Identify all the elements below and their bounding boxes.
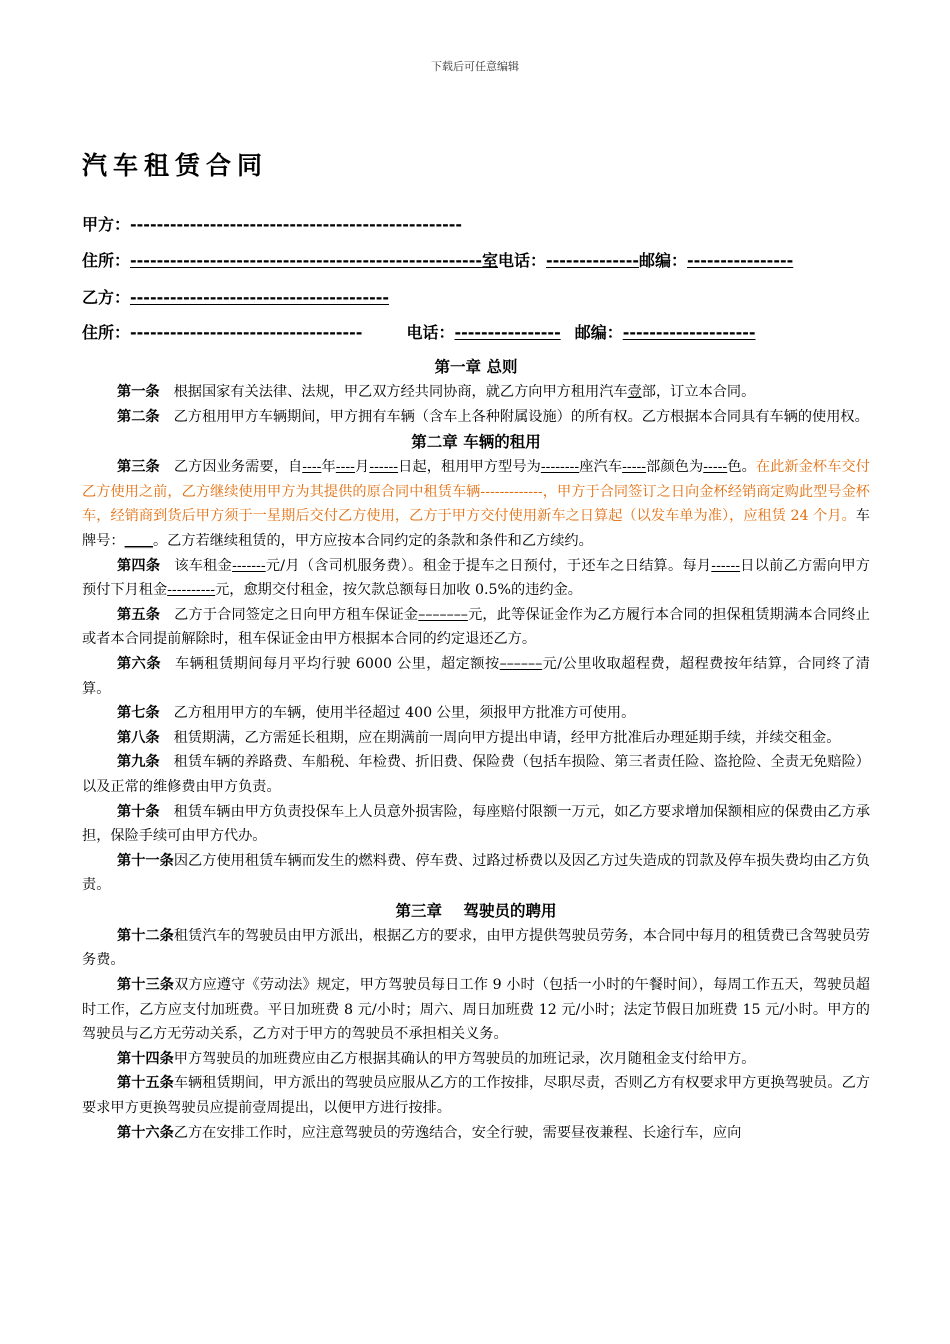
- article-blank: --------: [540, 459, 580, 476]
- article-label: 第四条: [117, 557, 161, 574]
- article-text: 租赁汽车的驾驶员由甲方派出，根据乙方的要求，由甲方提供驾驶员劳务，本合同中每月的租赁费已含驾驶员劳务费。: [82, 927, 870, 969]
- article-blank: ––––––: [499, 655, 543, 672]
- article-text: 月: [354, 459, 370, 476]
- article-blank: ----------: [167, 582, 216, 599]
- article-5: [82, 603, 870, 652]
- address-a-room: 室: [481, 251, 498, 270]
- article-text: 租赁车辆的养路费、车船税、年检费、折旧费、保险费（包括车损险、第三者责任险、盗抢险、全责无免赔险）以及正常的维修费由甲方负责。: [82, 754, 870, 795]
- article-text: 乙方在安排工作时，应注意驾驶员的劳逸结合，安全行驶，需要昼夜兼程、长途行车，应向: [173, 1124, 742, 1141]
- article-text: 元，愈期交付租金，按欠款总额每日加收 0.5%的违约金。: [215, 582, 582, 599]
- address-a-line: [82, 248, 793, 271]
- article-text: 租赁车辆由甲方负责投保车上人员意外损害险，每座赔付限额一万元，如乙方要求增加保额相应的保费由乙方承担，保险手续可由甲方代办。: [82, 803, 870, 845]
- article-text: 。乙方若继续租赁的，甲方应按本合同约定的条款和条件和乙方续约。: [152, 532, 593, 549]
- article-blank: –––––––: [418, 606, 468, 623]
- article-blank: 壹: [627, 384, 642, 400]
- article-8: [82, 726, 870, 751]
- article-text: 该车租金: [174, 557, 233, 574]
- article-blank: ------: [711, 557, 741, 574]
- article-text: 乙方因业务需要，自: [173, 459, 303, 476]
- zip-a-label: 邮编：: [638, 251, 687, 270]
- article-text: 车辆租赁期间每月平均行驶 6000 公里，超定额按: [174, 655, 500, 672]
- article-text: 日起，租用甲方型号为: [398, 459, 541, 476]
- phone-b-blank: ----------------: [454, 323, 561, 342]
- article-label: 第十三条: [117, 977, 175, 994]
- address-b-blank: -----------------------------------: [130, 323, 363, 342]
- article-label: 第十五条: [117, 1075, 174, 1092]
- article-6: [82, 652, 870, 701]
- address-b-label: 住所：: [82, 323, 131, 342]
- address-a-label: 住所：: [82, 251, 131, 270]
- article-text: 乙方租用甲方的车辆，使用半径超过 400 公里，须报甲方批准方可使用。: [173, 705, 636, 722]
- article-9: [82, 750, 870, 799]
- article-text: 根据国家有关法律、法规，甲乙双方经共同协商，就乙方向甲方租用汽车: [173, 384, 628, 400]
- article-blank: ------: [369, 459, 399, 476]
- phone-a-label: 电话：: [497, 251, 546, 270]
- article-3: [82, 455, 870, 553]
- article-blank: ----: [302, 459, 322, 476]
- article-text: 甲方驾驶员的加班费应由乙方根据其确认的甲方驾驶员的加班记录，次月随租金支付给甲方。: [173, 1050, 756, 1067]
- address-b-line: [82, 320, 756, 343]
- article-text: 元/公里收取超程费，超程费按年结算，合同终了清算。: [82, 655, 870, 697]
- phone-b-label: 电话：: [406, 323, 455, 342]
- article-label: 第六条: [117, 655, 161, 672]
- article-text: 车辆租赁期间，甲方派出的驾驶员应服从乙方的工作按排，尽职尽责，否则乙方有权要求甲方更换驾驶员。乙方要求甲方更换驾驶员应提前壹周提出，以便甲方进行按排。: [82, 1075, 870, 1117]
- article-label: 第三条: [117, 459, 160, 476]
- article-11: [82, 849, 870, 898]
- party-b-line: [82, 285, 389, 308]
- article-7: [82, 701, 870, 726]
- zip-a-blank: ----------------: [686, 251, 794, 270]
- article-13: [82, 973, 870, 1047]
- article-15: [82, 1071, 870, 1120]
- article-label: 第五条: [117, 606, 161, 623]
- article-label: 第一条: [117, 384, 160, 400]
- article-blank: -----: [622, 459, 647, 476]
- article-label: 第二条: [117, 408, 160, 425]
- zip-b-blank: --------------------: [622, 323, 756, 342]
- contract-body: [82, 354, 870, 1145]
- article-label: 第十条: [117, 803, 160, 820]
- article-text: 部颜色为: [646, 459, 704, 476]
- article-4: [82, 554, 870, 603]
- party-a-blank: --------------------------------------------------: [130, 215, 463, 234]
- article-blank: -------: [232, 557, 266, 574]
- article-text: 车牌号：: [82, 508, 870, 549]
- chapter-3-title: 第三章 驾驶员的聘用: [395, 901, 557, 920]
- article-1: [82, 380, 870, 405]
- article-blank: ____: [124, 532, 153, 549]
- article-label: 第七条: [117, 705, 160, 722]
- page-header-note: 下载后可任意编辑: [431, 60, 519, 73]
- chapter-2-title: 第二章 车辆的租用: [411, 433, 541, 452]
- article-label: 第十一条: [117, 852, 174, 869]
- article-text: 色。: [727, 459, 756, 476]
- article-text: 元，此等保证金作为乙方履行本合同的担保租赁期满本合同终止或者本合同提前解除时，租车保证金由甲方根据本合同的约定退还乙方。: [82, 606, 870, 648]
- article-16: [82, 1121, 870, 1146]
- article-2: [82, 405, 870, 430]
- document-title: 汽车租赁合同: [82, 151, 269, 180]
- party-b-blank: ---------------------------------------: [130, 288, 389, 307]
- article-blank: ----: [335, 459, 355, 476]
- article-text: 乙方于合同签定之日向甲方租车保证金: [174, 606, 419, 623]
- article-text: 租赁期满，乙方需延长租期，应在期满前一周向甲方提出申请，经甲方批准后办理延期手续，并续交租金。: [173, 729, 841, 746]
- party-b-label: 乙方：: [82, 288, 131, 307]
- article-text: 座汽车: [579, 459, 623, 476]
- chapter-1-title: 第一章 总则: [434, 358, 518, 376]
- article-label: 第十六条: [117, 1124, 174, 1141]
- article-label: 第八条: [117, 729, 160, 746]
- article-12: [82, 924, 870, 973]
- zip-b-label: 邮编：: [574, 323, 623, 342]
- phone-a-blank: --------------: [546, 251, 639, 270]
- article-14: [82, 1047, 870, 1072]
- article-10: [82, 800, 870, 849]
- article-highlighted-text: 在此新金杯车交付乙方使用之前，乙方继续使用甲方为其提供的原合同中租赁车辆-------------，甲方于合同签订之日向金杯经销商定购此型号金杯车，经销商到货后甲方须于一星期后交付乙方使用，乙方于甲方交付使用新车之日算起（以发车单为准），应租赁 24 个月。: [82, 459, 870, 525]
- article-text: 年: [321, 459, 336, 476]
- article-label: 第十四条: [117, 1050, 174, 1067]
- article-label: 第九条: [117, 754, 160, 771]
- party-a-label: 甲方：: [82, 215, 131, 234]
- article-label: 第十二条: [117, 927, 174, 944]
- party-a-line: [82, 212, 462, 235]
- article-text: 因乙方使用租赁车辆而发生的燃料费、停车费、过路过桥费以及因乙方过失造成的罚款及停车损失费均由乙方负责。: [82, 852, 870, 894]
- article-text: 乙方租用甲方车辆期间，甲方拥有车辆（含车上各种附属设施）的所有权。乙方根据本合同具有车辆的使用权。: [173, 408, 869, 425]
- article-text: 部，订立本合同。: [641, 384, 756, 400]
- article-text: 日以前乙方需向甲方预付下月租金: [82, 557, 870, 599]
- article-text: 双方应遵守《劳动法》规定，甲方驾驶员每日工作 9 小时（包括一小时的午餐时间），每周工作五天，驾驶员超时工作，乙方应支付加班费。平日加班费 8 元/小时；周六、周日加班费 12 元/小时；法定节假日加班费 15 元/小时。甲方的驾驶员与乙方无劳动关系，乙方对于甲方的驾驶员不承担相关义务。: [82, 977, 870, 1043]
- article-blank: -----: [703, 459, 728, 476]
- article-text: 元/月（含司机服务费）。租金于提车之日预付，于还车之日结算。每月: [265, 557, 712, 574]
- address-a-blank: -----------------------------------------------------: [130, 251, 482, 270]
